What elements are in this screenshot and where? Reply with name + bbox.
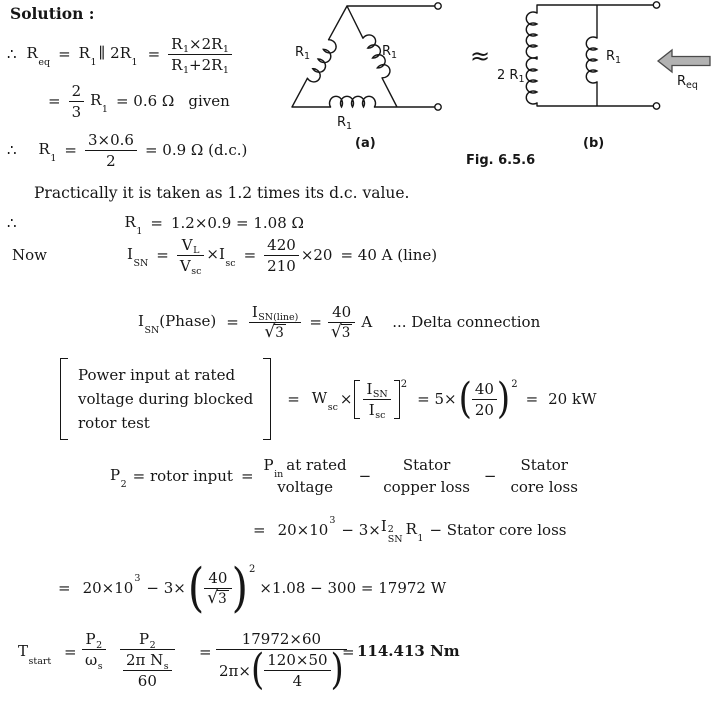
therefore-symbol: ∴ — [7, 214, 17, 232]
radical: √ 3 — [330, 321, 351, 342]
equals-sign: = — [342, 643, 355, 661]
fraction: I $_{SN(line)}$ √ 3 — [249, 303, 302, 342]
eq-req-parallel — [7, 30, 232, 78]
bracketed-text-block — [60, 358, 271, 440]
equals-sign: = — [58, 579, 71, 597]
fraction-denominator: R $_1$ +2R $_1$ — [171, 55, 229, 76]
math-text: 1.2×0.9 = 1.08 Ω — [170, 214, 304, 232]
equals-sign: = — [309, 313, 322, 331]
req-arrow — [658, 50, 710, 72]
equals-sign: = — [64, 141, 77, 159]
math-text: A — [361, 313, 373, 331]
math-term: $R_1$ — [124, 212, 143, 238]
math-text: 20 kW — [548, 390, 597, 408]
right-bracket — [394, 380, 400, 419]
minus-sign: − — [483, 467, 497, 485]
sup-sub-stack: 2 SN — [387, 523, 403, 545]
equals-sign: = — [199, 643, 212, 661]
math-text: − 3× — [341, 521, 381, 539]
math-term: ∥ $2R_1$ — [98, 43, 138, 69]
right-bracket — [263, 358, 271, 440]
terminal-node — [653, 103, 659, 109]
radical: √ 3 — [207, 587, 227, 608]
math-term: $R_{eq}$ — [26, 43, 51, 69]
exponent: 2 — [249, 564, 256, 575]
equals-sign: = — [253, 521, 266, 539]
exponent: 3 — [329, 515, 336, 526]
math-text: = 0.6 Ω — [115, 92, 175, 110]
equals-sign: = — [240, 467, 254, 485]
solution-heading: Solution : — [10, 4, 95, 23]
equals-sign: = — [156, 246, 169, 264]
inductor-coil-2r1-lower — [526, 58, 537, 104]
inductor-coil-bottom — [330, 96, 376, 107]
annotation-note: ... Delta connection — [392, 313, 541, 331]
exponent: 2 — [511, 379, 518, 390]
fraction: 3×0.6 2 — [85, 131, 137, 170]
terminal-node — [435, 3, 441, 9]
close-paren: ) — [231, 556, 249, 619]
left-bracket — [60, 358, 68, 440]
equals-sign: = — [147, 45, 161, 63]
math-term: $R_1$ — [78, 43, 97, 69]
fraction — [168, 35, 232, 74]
subfigure-b-label: (b) — [583, 136, 605, 151]
open-paren: ( — [187, 556, 205, 619]
label-r1-bottom: $R_1$ — [337, 115, 353, 132]
equals-sign: = — [58, 45, 71, 63]
fraction: 40 √ 3 — [204, 569, 231, 608]
math-text: − Stator core loss — [429, 521, 567, 539]
eq-p2-expanded — [253, 515, 567, 545]
math-term: $R_1$ — [38, 139, 57, 165]
math-text: = 5× — [417, 390, 457, 408]
eq-isn-line — [12, 232, 437, 278]
label-r1-right: $R_1$ — [382, 44, 398, 61]
subscript: start — [28, 655, 52, 667]
times-sign: × — [339, 390, 353, 408]
equals-sign: = — [150, 214, 163, 232]
nested-fraction: 120×50 4 — [264, 651, 330, 690]
math-term: $I_{SN}(Phase)$ — [138, 311, 217, 337]
subscript: 1 — [50, 153, 57, 165]
word-stack: Stator core loss — [510, 455, 578, 496]
label-r1-branch: $R_1$ — [606, 49, 622, 66]
label-r1-left: $R_1$ — [295, 45, 311, 62]
subscript: 1 — [90, 57, 97, 69]
math-text: given — [188, 92, 230, 110]
subscript: in — [274, 469, 284, 480]
therefore-symbol: ∴ — [7, 141, 17, 159]
delta-circuit-wires — [292, 6, 435, 107]
exponent: 2 — [400, 379, 408, 390]
math-text: ×20 — [300, 246, 333, 264]
word-stack: $P_{in}$ at rated voltage — [263, 455, 347, 496]
nested-fraction: 2π N $_s$ 60 — [123, 651, 172, 690]
math-term: $20\times 10^3$ — [277, 515, 336, 539]
subscript: 1 — [136, 226, 143, 238]
radical: √ 3 — [264, 321, 284, 342]
subscript: SN — [144, 325, 160, 337]
approx-symbol: ≈ — [470, 42, 491, 70]
bracketed-fraction — [354, 380, 399, 419]
math-term: $P_2$ — [110, 465, 127, 491]
minus-sign: − — [358, 467, 372, 485]
equals-sign: = — [64, 643, 77, 661]
label-req: $R_{eq}$ — [677, 74, 698, 91]
math-term: $\times I_{sc}$ — [206, 244, 236, 270]
eq-p2-rotor-input — [110, 450, 578, 502]
eq-r1-effective — [7, 212, 304, 238]
equivalent-circuit-wires — [537, 5, 653, 106]
fraction: I $_{SN}$ I $_{sc}$ — [363, 380, 390, 419]
subscript: sc — [327, 402, 338, 414]
open-paren: ( — [458, 373, 472, 424]
bracket-line: rotor test — [78, 414, 150, 432]
math-text: = 0.9 Ω (d.c.) — [144, 141, 248, 159]
eq-power-input-blocked-rotor — [60, 355, 597, 443]
math-text: = 40 A (line) — [340, 246, 438, 264]
therefore-symbol: ∴ — [7, 45, 17, 63]
subscript: eq — [38, 57, 51, 69]
subfigure-a-label: (a) — [355, 136, 376, 151]
terminal-node — [435, 104, 441, 110]
math-term: $R_1$ — [90, 90, 108, 116]
fraction: V $_L$ V $_{sc}$ — [177, 236, 205, 275]
bracket-line: voltage during blocked — [78, 390, 254, 408]
eq-two-thirds-r1 — [48, 81, 230, 121]
eq-tstart — [18, 618, 478, 704]
subscript: 2 — [120, 479, 127, 491]
inductor-coil-left — [307, 39, 339, 84]
left-bracket — [354, 380, 360, 419]
fraction: 17972×60 2π× ( 120×50 4 ) — [216, 630, 347, 690]
paragraph-practical-note: Practically it is taken as 1.2 times its d.c. value. — [34, 184, 410, 202]
open-paren: ( — [250, 645, 265, 696]
math-text: ×1.08 − 300 = 17972 W — [259, 579, 447, 597]
math-text: = rotor input — [132, 467, 233, 485]
eq-p2-numeric — [58, 557, 446, 619]
math-text: Now — [12, 246, 47, 264]
equals-sign: = — [243, 246, 257, 264]
terminal-node — [653, 2, 659, 8]
fraction-numerator: R $_1$ ×2R $_1$ — [171, 34, 229, 55]
final-result: 114.413 Nm — [357, 642, 460, 660]
equals-sign: = — [226, 313, 239, 331]
inductor-coil-r1 — [586, 37, 597, 83]
math-term: $R_1$ — [405, 519, 424, 545]
equals-sign: = — [525, 390, 539, 408]
label-2r1: 2 $R_1$ — [497, 68, 525, 85]
equals-sign: = — [287, 390, 300, 408]
word-stack: Stator copper loss — [383, 455, 470, 496]
subscript: sc — [225, 258, 236, 270]
math-text: − 3× — [146, 579, 186, 597]
inductor-coil-2r1-upper — [526, 12, 537, 58]
subscript: 1 — [131, 57, 138, 69]
exponent: 3 — [134, 573, 141, 584]
subscript: 1 — [101, 104, 108, 116]
close-paren: ) — [330, 645, 344, 696]
fraction: 2 3 — [69, 82, 85, 121]
math-term: $T_{start}$ — [18, 642, 52, 667]
fraction: P $_2$ ω $_s$ — [82, 630, 106, 669]
math-term: $I_{SN}$ — [127, 244, 149, 270]
math-term: $W_{sc}$ — [311, 388, 338, 414]
bracket-line: Power input at rated — [78, 366, 236, 384]
fraction: 40 20 — [472, 380, 497, 419]
subscript: SN — [133, 258, 149, 270]
fig-656-circuits — [280, 0, 718, 135]
eq-r1-dc — [7, 130, 247, 170]
figure-caption: Fig. 6.5.6 — [466, 153, 536, 168]
fraction: P $_2$ 2π N $_s$ 60 — [120, 630, 175, 690]
fraction: 40 √ 3 — [328, 303, 355, 342]
math-term: I 2 SN — [380, 516, 403, 545]
fraction: 420 210 — [264, 236, 299, 275]
equals-sign: = — [48, 92, 61, 110]
subscript: 1 — [417, 533, 424, 545]
close-paren: ) — [496, 373, 511, 424]
math-term: $20\times 10^3$ — [82, 573, 141, 597]
eq-isn-phase — [138, 294, 540, 350]
